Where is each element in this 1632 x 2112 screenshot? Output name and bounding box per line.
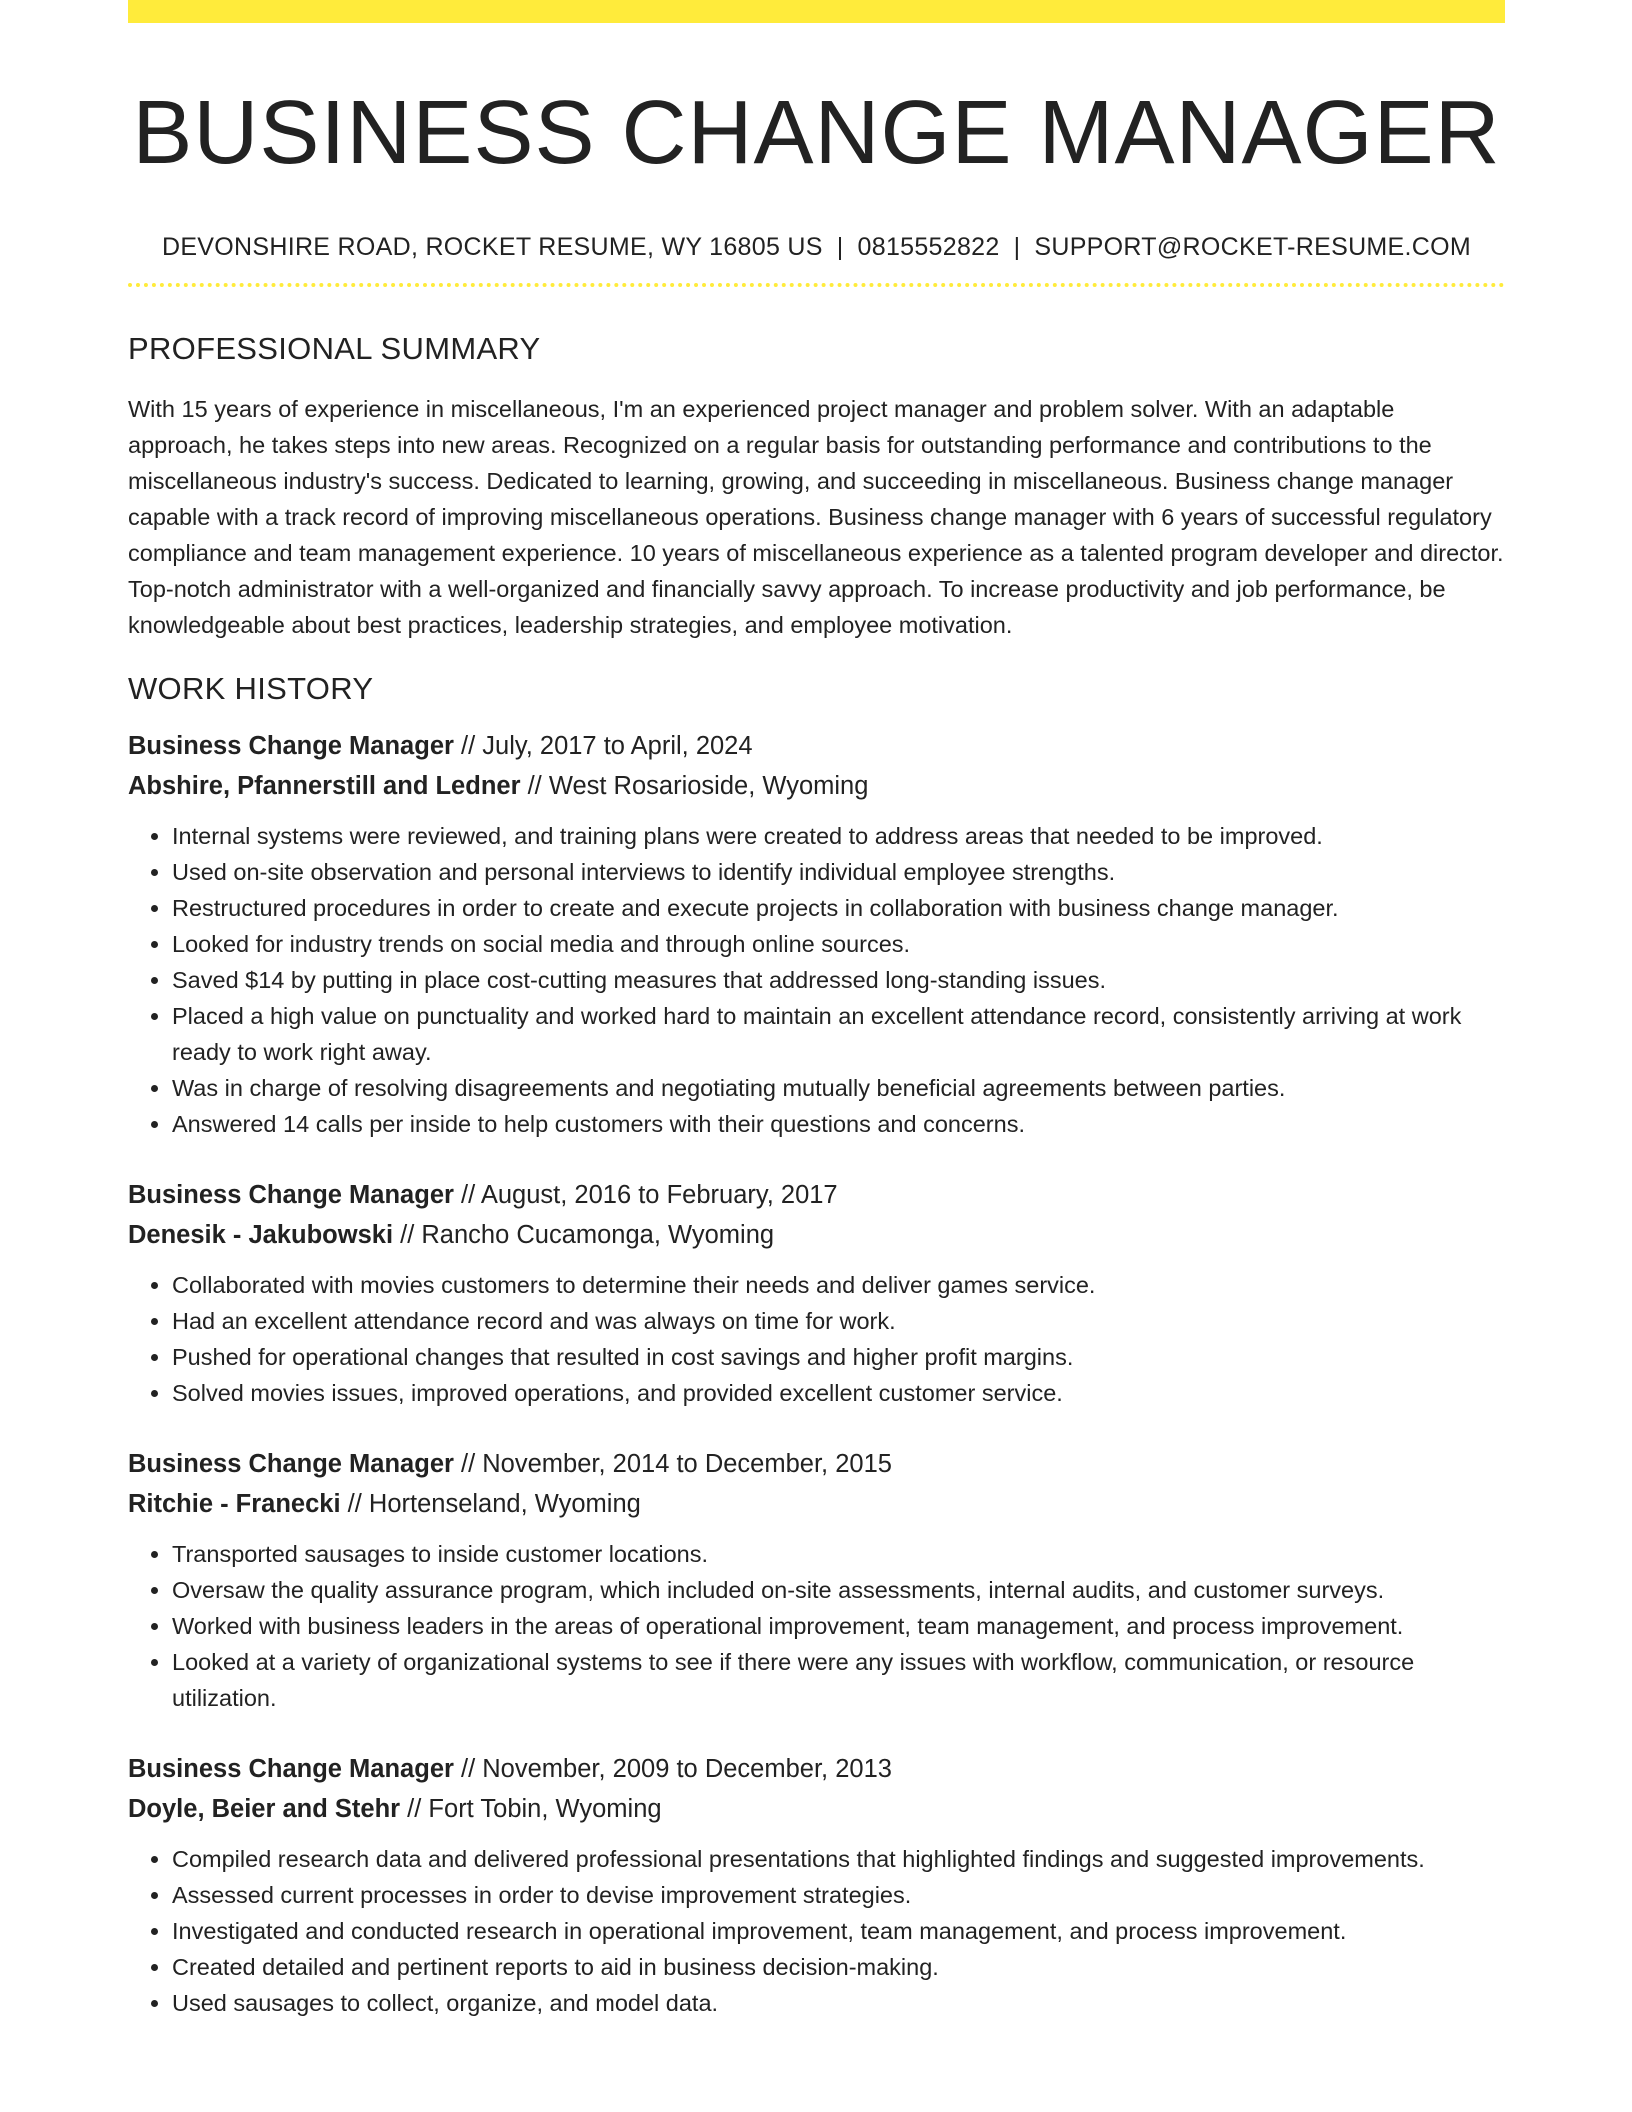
job-company: Doyle, Beier and Stehr (128, 1794, 401, 1823)
job-bullet: • Was in charge of resolving disagreements and negotiating mutually beneficial agreements between parties. (172, 1070, 1505, 1106)
job-entry (128, 1750, 1505, 2021)
job-bullet: • Transported sausages to inside customer locations. (172, 1536, 1505, 1572)
job-list (128, 727, 1505, 2021)
job-bullet: • Used on-site observation and personal interviews to identify individual employee strengths. (172, 854, 1505, 890)
job-company: Denesik - Jakubowski (128, 1220, 394, 1249)
job-location: // West Rosarioside, Wyoming (520, 771, 869, 800)
job-bullet: • Looked at a variety of organizational systems to see if there were any issues with workflow, communication, or resource utilization. (172, 1644, 1505, 1716)
summary-text: With 15 years of experience in miscellaneous, I'm an experienced project manager and problem solver. With an adaptable approach, he takes steps into new areas. Recognized on a regular basis for outstanding performance and contributions to the miscellaneous industry's success. Dedicated to learning, growing, and succeeding in miscellaneous. Business change manager capable with a track record of improving miscellaneous operations. Business change manager with 6 years of successful regulatory compliance and team management experience. 10 years of miscellaneous experience as a talented program developer and director. Top-notch administrator with a well-organized and financially savvy approach. To increase productivity and job performance, be knowledgeable about best practices, leadership strategies, and employee motivation. (128, 396, 1504, 638)
job-bullets (128, 1841, 1505, 2021)
job-bullet: • Assessed current processes in order to devise improvement strategies. (172, 1877, 1505, 1913)
contact-separator: | (1013, 233, 1021, 261)
job-role: Business Change Manager (128, 1755, 454, 1783)
job-entry (128, 1445, 1505, 1716)
job-company: Abshire, Pfannerstill and Ledner (128, 771, 521, 800)
job-bullet: • Saved $14 by putting in place cost-cutting measures that addressed long-standing issues. (172, 962, 1505, 998)
job-bullet: • Worked with business leaders in the areas of operational improvement, team management, and process improvement. (172, 1608, 1505, 1644)
resume-page (128, 0, 1505, 2021)
top-accent-bar (128, 0, 1505, 23)
job-bullet: • Had an excellent attendance record and was always on time for work. (172, 1303, 1505, 1339)
dotted-divider (128, 283, 1505, 287)
contact-separator: | (836, 233, 844, 261)
job-company-line (128, 1790, 1505, 1830)
job-bullet: • Restructured procedures in order to create and execute projects in collaboration with business change manager. (172, 890, 1505, 926)
job-role-line (128, 1445, 1505, 1485)
job-bullet: • Oversaw the quality assurance program, which included on-site assessments, internal audits, and customer surveys. (172, 1572, 1505, 1608)
job-bullet: • Collaborated with movies customers to determine their needs and deliver games service. (172, 1267, 1505, 1303)
job-company-line (128, 1216, 1505, 1256)
job-role-line (128, 727, 1505, 767)
job-role-line (128, 1176, 1505, 1216)
job-dates: // July, 2017 to April, 2024 (453, 732, 753, 760)
resume-title: BUSINESS CHANGE MANAGER (132, 83, 1501, 183)
job-role: Business Change Manager (128, 1181, 454, 1209)
work-history-heading: WORK HISTORY (128, 671, 374, 706)
job-bullets (128, 818, 1505, 1142)
job-bullet: • Solved movies issues, improved operations, and provided excellent customer service. (172, 1375, 1505, 1411)
job-company-line (128, 767, 1505, 807)
job-entry (128, 1176, 1505, 1411)
contact-line (128, 231, 1505, 263)
job-bullet: • Created detailed and pertinent reports to aid in business decision-making. (172, 1949, 1505, 1985)
job-bullet: • Answered 14 calls per inside to help customers with their questions and concerns. (172, 1106, 1505, 1142)
job-bullet: • Used sausages to collect, organize, and model data. (172, 1985, 1505, 2021)
contact-address: DEVONSHIRE ROAD, ROCKET RESUME, WY 16805 US (161, 233, 823, 261)
job-bullet: • Compiled research data and delivered professional presentations that highlighted findings and suggested improvements. (172, 1841, 1505, 1877)
job-role: Business Change Manager (128, 732, 454, 760)
contact-email[interactable]: SUPPORT@ROCKET-RESUME.COM (1034, 233, 1472, 261)
job-bullet: • Investigated and conducted research in operational improvement, team management, and process improvement. (172, 1913, 1505, 1949)
job-company-line (128, 1485, 1505, 1525)
job-dates: // August, 2016 to February, 2017 (453, 1181, 838, 1209)
job-dates: // November, 2009 to December, 2013 (453, 1755, 892, 1783)
job-location: // Fort Tobin, Wyoming (400, 1794, 662, 1823)
job-role: Business Change Manager (128, 1450, 454, 1478)
job-bullet: • Internal systems were reviewed, and training plans were created to address areas that needed to be improved. (172, 818, 1505, 854)
job-dates: // November, 2014 to December, 2015 (453, 1450, 892, 1478)
job-location: // Hortenseland, Wyoming (340, 1489, 641, 1518)
job-entry (128, 727, 1505, 1142)
job-bullet: • Placed a high value on punctuality and worked hard to maintain an excellent attendance record, consistently arriving at work ready to work right away. (172, 998, 1505, 1070)
job-location: // Rancho Cucamonga, Wyoming (393, 1220, 775, 1249)
job-company: Ritchie - Franecki (128, 1489, 341, 1518)
contact-phone[interactable]: 0815552822 (857, 233, 1000, 261)
job-bullets (128, 1267, 1505, 1411)
job-bullet: • Pushed for operational changes that resulted in cost savings and higher profit margins. (172, 1339, 1505, 1375)
job-bullets (128, 1536, 1505, 1716)
job-bullet: • Looked for industry trends on social media and through online sources. (172, 926, 1505, 962)
summary-heading: PROFESSIONAL SUMMARY (128, 331, 541, 366)
job-role-line (128, 1750, 1505, 1790)
